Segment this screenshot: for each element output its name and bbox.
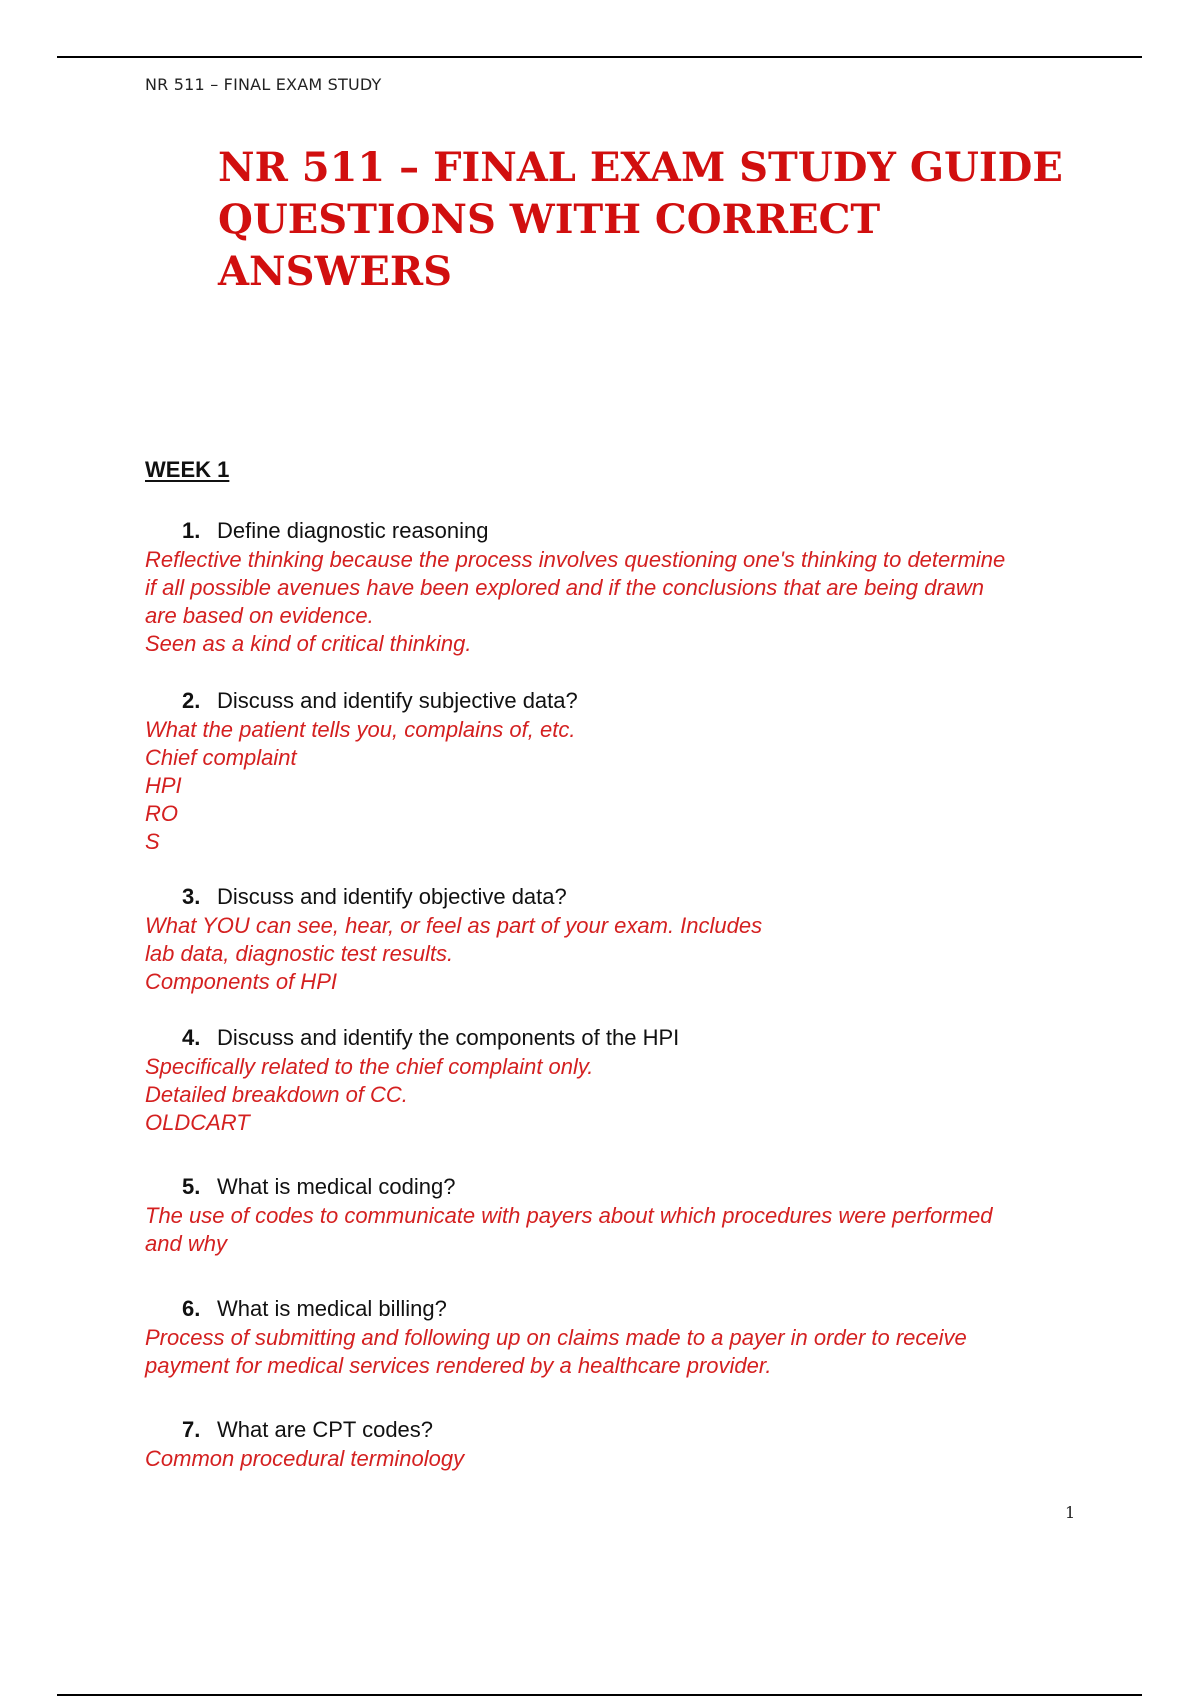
answer-line: What the patient tells you, complains of, etc.: [145, 717, 576, 742]
answer-line: Detailed breakdown of CC.: [145, 1082, 408, 1107]
question-block: [145, 1023, 1095, 1137]
answer-line: The use of codes to communicate with payers about which procedures were performed: [145, 1203, 993, 1228]
question: [145, 1294, 1095, 1324]
answer: [145, 546, 1095, 658]
answer-line: Components of HPI: [145, 969, 337, 994]
title-line: NR 511 – FINAL EXAM STUDY GUIDE: [218, 144, 1063, 191]
answer: [145, 912, 1095, 996]
question-text: Discuss and identify objective data?: [217, 884, 567, 909]
footer-rule: [57, 1694, 1142, 1696]
answer-line: are based on evidence.: [145, 603, 374, 628]
document-title: [218, 142, 1118, 298]
question-text: Discuss and identify the components of the HPI: [217, 1025, 680, 1050]
question-number: 3.: [182, 884, 201, 909]
question: [145, 1415, 1095, 1445]
answer-line: if all possible avenues have been explored and if the conclusions that are being drawn: [145, 575, 984, 600]
answer: [145, 1053, 1095, 1137]
answer-line: Chief complaint: [145, 745, 297, 770]
answer-line: RO: [145, 801, 178, 826]
answer-line: Specifically related to the chief complaint only.: [145, 1054, 594, 1079]
answer: [145, 1202, 1095, 1258]
answer-line: payment for medical services rendered by a healthcare provider.: [145, 1353, 772, 1378]
question: [145, 686, 1095, 716]
question-text: Discuss and identify subjective data?: [217, 688, 578, 713]
question-number: 4.: [182, 1025, 201, 1050]
question: [145, 882, 1095, 912]
week-heading: WEEK 1: [145, 457, 230, 482]
question-number: 7.: [182, 1417, 201, 1442]
answer-line: Reflective thinking because the process involves questioning one's thinking to determine: [145, 547, 1006, 572]
question: [145, 516, 1095, 546]
running-header: NR 511 – FINAL EXAM STUDY: [145, 75, 382, 94]
question-text: What is medical billing?: [217, 1296, 447, 1321]
answer-line: S: [145, 829, 160, 854]
question-block: [145, 1294, 1095, 1380]
question: [145, 1023, 1095, 1053]
answer-line: Common procedural terminology: [145, 1446, 465, 1471]
page-number: 1: [1065, 1503, 1076, 1522]
question-block: [145, 516, 1095, 658]
title-line: ANSWERS: [218, 248, 453, 295]
answer-line: OLDCART: [145, 1110, 250, 1135]
answer-line: and why: [145, 1231, 227, 1256]
question: [145, 1172, 1095, 1202]
answer-line: What YOU can see, hear, or feel as part of your exam. Includes: [145, 913, 763, 938]
question-text: What is medical coding?: [217, 1174, 456, 1199]
question-block: [145, 1172, 1095, 1258]
question-block: [145, 1415, 1095, 1473]
answer-line: Process of submitting and following up on claims made to a payer in order to receive: [145, 1325, 967, 1350]
question-number: 5.: [182, 1174, 201, 1199]
title-line: QUESTIONS WITH CORRECT: [218, 196, 881, 243]
header-rule: [57, 56, 1142, 58]
question-number: 6.: [182, 1296, 201, 1321]
answer-line: lab data, diagnostic test results.: [145, 941, 454, 966]
question-number: 2.: [182, 688, 201, 713]
question-block: [145, 686, 1095, 856]
answer: [145, 716, 1095, 856]
answer-line: HPI: [145, 773, 182, 798]
answer: [145, 1324, 1095, 1380]
question-number: 1.: [182, 518, 201, 543]
answer-line: Seen as a kind of critical thinking.: [145, 631, 472, 656]
question-text: What are CPT codes?: [217, 1417, 434, 1442]
answer: [145, 1445, 1095, 1473]
question-block: [145, 882, 1095, 996]
question-text: Define diagnostic reasoning: [217, 518, 489, 543]
